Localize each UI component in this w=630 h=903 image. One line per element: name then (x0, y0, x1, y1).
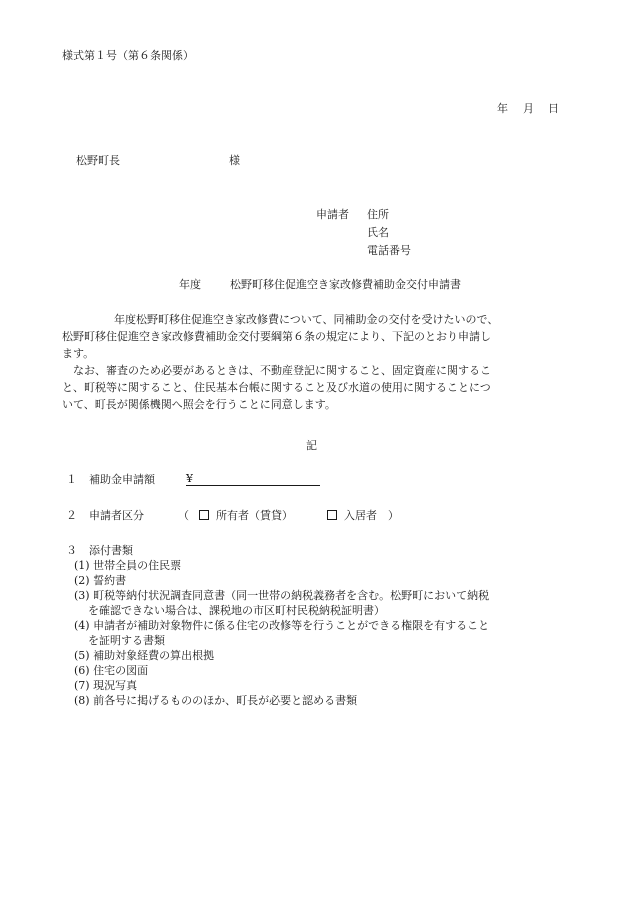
attachment-item: (6) 住宅の図面 (74, 664, 149, 677)
checkbox-resident[interactable] (327, 510, 337, 521)
addressee-honorific: 様 (229, 154, 240, 167)
attachment-item-continuation: を確認できない場合は、課税地の市区町村民税納税証明書） (88, 604, 385, 617)
applicant-address-label: 住所 (367, 208, 389, 221)
checkbox-square-icon (327, 510, 337, 520)
date-year-label: 年 (497, 102, 508, 115)
section-2-number: ２ (66, 509, 77, 522)
currency-symbol: ¥ (186, 472, 193, 485)
attachment-item-continuation: を証明する書類 (88, 634, 165, 647)
document-title: 松野町移住促進空き家改修費補助金交付申請書 (230, 278, 461, 291)
paragraph-1-line: 松野町移住促進空き家改修費補助金交付要綱第６条の規定により、下記のとおり申請し (62, 330, 491, 343)
option-owner-label: 所有者（賃貸） (216, 509, 293, 522)
option-resident-label: 入居者 (344, 509, 377, 522)
section-3-label: 添付書類 (89, 544, 133, 557)
section-1-label: 補助金申請額 (89, 473, 155, 486)
section-3-number: ３ (66, 544, 77, 557)
paragraph-1-line: ます。 (62, 347, 95, 360)
checkbox-square-icon (199, 510, 209, 520)
date-month-label: 月 (523, 102, 534, 115)
body-paragraph-1 (62, 311, 562, 362)
attachment-item: (7) 現況写真 (74, 679, 138, 692)
paragraph-2-line: いて、町長が関係機関へ照会を行うことに同意します。 (62, 398, 336, 411)
amount-input-line[interactable] (186, 485, 320, 486)
attachment-item: (2) 誓約書 (74, 574, 127, 587)
attachment-item: (4) 申請者が補助対象物件に係る住宅の改修等を行うことができる権限を有すること (74, 619, 490, 632)
attachment-item: (1) 世帯全員の住民票 (74, 559, 182, 572)
checkbox-owner[interactable] (199, 510, 209, 521)
paragraph-1-line: 年度松野町移住促進空き家改修費について、同補助金の交付を受けたいので、 (114, 313, 499, 326)
attachment-item: (3) 町税等納付状況調査同意書（同一世帯の納税義務者を含む。松野町において納税 (74, 589, 490, 602)
section-2-label: 申請者区分 (89, 509, 144, 522)
applicant-label: 申請者 (316, 208, 349, 221)
form-number: 様式第１号（第６条関係） (62, 49, 194, 62)
close-paren: ） (388, 509, 399, 522)
paragraph-2-line: なお、審査のため必要があるときは、不動産登記に関すること、固定資産に関するこ (73, 364, 491, 377)
body-paragraph-2 (62, 362, 562, 413)
paragraph-2-line: と、町税等に関すること、住民基本台帳に関すること及び水道の使用に関することにつ (62, 381, 491, 394)
date-day-label: 日 (548, 102, 559, 115)
title-year-label: 年度 (179, 278, 201, 291)
applicant-phone-label: 電話番号 (367, 244, 411, 257)
section-1-number: １ (66, 473, 77, 486)
ki-heading: 記 (306, 439, 317, 452)
attachment-item: (5) 補助対象経費の算出根拠 (74, 649, 215, 662)
addressee-name: 松野町長 (76, 154, 120, 167)
open-paren: （ (178, 509, 189, 522)
attachment-item: (8) 前各号に掲げるもののほか、町長が必要と認める書類 (74, 694, 358, 707)
applicant-name-label: 氏名 (367, 226, 389, 239)
